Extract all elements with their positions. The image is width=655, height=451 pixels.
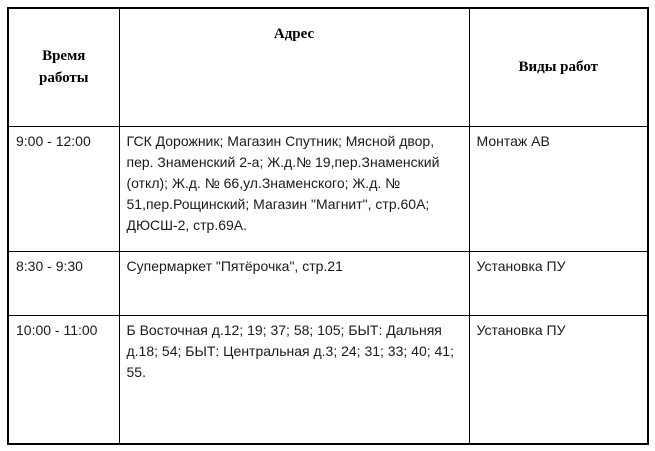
column-header-work-types: Виды работ: [469, 8, 648, 126]
work-schedule-table: [7, 7, 649, 445]
column-header-address: Адрес: [119, 8, 469, 126]
address-cell: Б Восточная д.12; 19; 37; 58; 105; БЫТ: Дальняя д.18; 54; БЫТ: Центральная д.3; 24; 31; 33; 40; 41; 55.: [119, 315, 469, 444]
work-type-cell: Установка ПУ: [469, 315, 648, 444]
address-cell: Супермаркет "Пятёрочка", стр.21: [119, 251, 469, 315]
time-cell: 9:00 - 12:00: [8, 126, 119, 251]
work-type-cell: Установка ПУ: [469, 251, 648, 315]
table-row: [8, 251, 648, 315]
time-cell: 10:00 - 11:00: [8, 315, 119, 444]
column-header-time: Время работы: [8, 8, 119, 126]
address-cell: ГСК Дорожник; Магазин Спутник; Мясной двор, пер. Знаменский 2-а; Ж.д.№ 19,пер.Знаменский (откл); Ж.д. № 66,ул.Знаменского; Ж.д. № 51,пер.Рощинский; Магазин "Магнит", стр.60А; ДЮСШ-2, стр.69А.: [119, 126, 469, 251]
table-row: [8, 315, 648, 444]
table-row: [8, 126, 648, 251]
time-cell: 8:30 - 9:30: [8, 251, 119, 315]
header-row: [8, 8, 648, 126]
work-type-cell: Монтаж АВ: [469, 126, 648, 251]
